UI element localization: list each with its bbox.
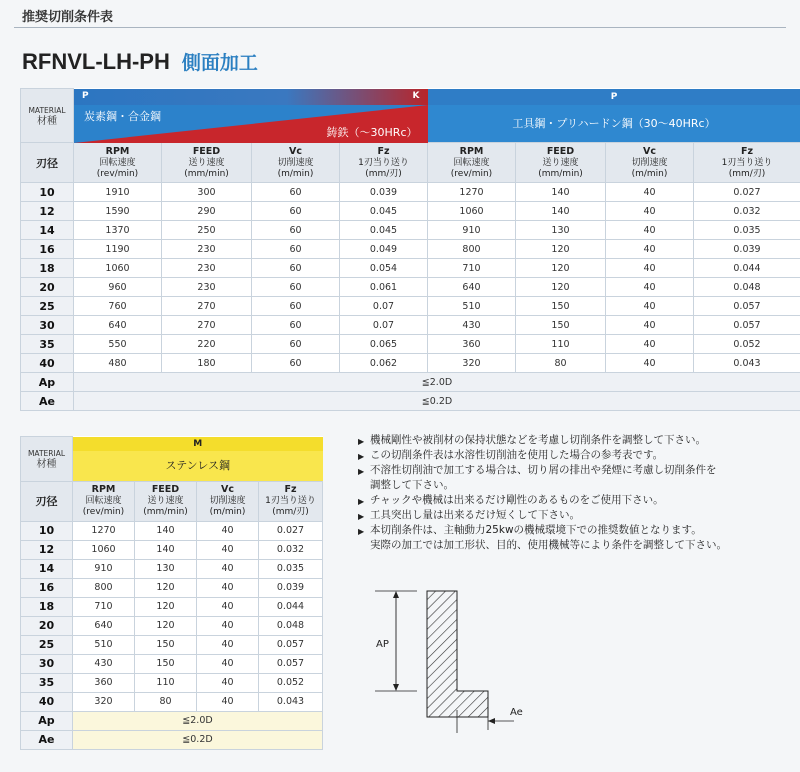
value-cell: 0.048	[259, 616, 323, 635]
value-cell: 60	[252, 221, 340, 240]
col-header-fz: Fz 1刃当り送り (mm/刃)	[259, 481, 323, 521]
note-line: この切削条件表は水溶性切削油を使用した場合の参考表です。	[370, 449, 664, 461]
diameter-cell: 12	[21, 540, 73, 559]
value-cell: 1910	[74, 183, 162, 202]
value-cell: 960	[74, 278, 162, 297]
col-header-vc: Vc 切削速度 (m/min)	[197, 481, 259, 521]
value-cell: 40	[606, 221, 694, 240]
value-cell: 180	[162, 354, 252, 373]
note-item	[358, 508, 788, 523]
ap-label: Ap	[21, 373, 74, 392]
value-cell: 910	[73, 559, 135, 578]
value-cell: 270	[162, 297, 252, 316]
diameter-cell: 30	[21, 316, 74, 335]
note-item	[358, 493, 788, 508]
value-cell: 40	[606, 202, 694, 221]
diameter-cell: 20	[21, 278, 74, 297]
value-cell: 40	[197, 597, 259, 616]
table-row	[21, 559, 323, 578]
col-header-vc: Vc 切削速度 (m/min)	[252, 143, 340, 183]
value-cell: 40	[197, 673, 259, 692]
ap-value: ≦2.0D	[74, 373, 800, 392]
value-cell: 710	[428, 259, 516, 278]
value-cell: 0.057	[694, 297, 800, 316]
value-cell: 0.048	[694, 278, 800, 297]
value-cell: 60	[252, 183, 340, 202]
diameter-cell: 18	[21, 259, 74, 278]
value-cell: 40	[606, 316, 694, 335]
value-cell: 150	[516, 297, 606, 316]
value-cell: 60	[252, 316, 340, 335]
value-cell: 60	[252, 354, 340, 373]
value-cell: 120	[135, 578, 197, 597]
value-cell: 130	[516, 221, 606, 240]
value-cell: 1270	[73, 521, 135, 540]
value-cell: 300	[162, 183, 252, 202]
pk-strip	[74, 89, 428, 105]
material-label-cell	[21, 89, 74, 143]
value-cell: 0.065	[340, 335, 428, 354]
value-cell: 150	[135, 635, 197, 654]
value-cell: 510	[428, 297, 516, 316]
value-cell: 250	[162, 221, 252, 240]
diameter-cell: 10	[21, 521, 73, 540]
material-label-cell	[21, 437, 73, 482]
value-cell: 0.07	[340, 316, 428, 335]
table1-body	[21, 183, 800, 373]
model-name: RFNVL-LH-PH	[22, 49, 170, 74]
value-cell: 60	[252, 259, 340, 278]
value-cell: 60	[252, 240, 340, 259]
note-item	[358, 463, 788, 493]
value-cell: 40	[197, 578, 259, 597]
note-item	[358, 448, 788, 463]
table-row	[21, 616, 323, 635]
table-row	[21, 597, 323, 616]
note-line: 実際の加工では加工形状、目的、使用機械等により条件を調整して下さい。	[370, 539, 727, 551]
value-cell: 0.052	[259, 673, 323, 692]
value-cell: 40	[197, 559, 259, 578]
note-line: 機械剛性や被削材の保持状態などを考慮し切削条件を調整して下さい。	[370, 434, 706, 446]
value-cell: 510	[73, 635, 135, 654]
diameter-cell: 14	[21, 559, 73, 578]
bullet-triangle-icon: ▶	[358, 437, 365, 446]
diameter-label: 刃径	[21, 481, 73, 521]
value-cell: 40	[197, 540, 259, 559]
table-row	[21, 354, 800, 373]
cast-iron-label: 鋳鉄（～30HRc）	[326, 125, 418, 139]
header-title: 推奨切削条件表	[22, 10, 114, 25]
value-cell: 60	[252, 278, 340, 297]
value-cell: 230	[162, 278, 252, 297]
value-cell: 40	[606, 183, 694, 202]
value-cell: 120	[135, 616, 197, 635]
value-cell: 0.07	[340, 297, 428, 316]
value-cell: 220	[162, 335, 252, 354]
value-cell: 1590	[74, 202, 162, 221]
tool-steel-label: 工具鋼・プリハードン鋼（30～40HRc）	[428, 105, 800, 143]
diameter-cell: 25	[21, 297, 74, 316]
table-row	[21, 183, 800, 202]
value-cell: 0.044	[259, 597, 323, 616]
value-cell: 430	[73, 654, 135, 673]
value-cell: 0.045	[340, 202, 428, 221]
value-cell: 800	[73, 578, 135, 597]
ae-value: ≦0.2D	[74, 392, 800, 411]
note-line: チャックや機械は出来るだけ剛性のあるものをご使用下さい。	[370, 494, 664, 506]
col-header-fz: Fz 1刃当り送り (mm/刃)	[340, 143, 428, 183]
value-cell: 430	[428, 316, 516, 335]
value-cell: 0.052	[694, 335, 800, 354]
value-cell: 760	[74, 297, 162, 316]
value-cell: 40	[606, 297, 694, 316]
value-cell: 140	[135, 521, 197, 540]
bullet-triangle-icon: ▶	[358, 452, 365, 461]
diameter-cell: 35	[21, 673, 73, 692]
value-cell: 230	[162, 240, 252, 259]
value-cell: 110	[516, 335, 606, 354]
value-cell: 0.039	[340, 183, 428, 202]
note-line: 不溶性切削油で加工する場合は、切り屑の排出や発煙に考慮し切削条件を	[370, 464, 717, 476]
col-header-rpm: RPM 回転速度 (rev/min)	[428, 143, 516, 183]
col-header-feed: FEED 送り速度 (mm/min)	[516, 143, 606, 183]
value-cell: 360	[428, 335, 516, 354]
value-cell: 0.045	[340, 221, 428, 240]
bullet-triangle-icon: ▶	[358, 512, 365, 521]
diameter-cell: 16	[21, 578, 73, 597]
value-cell: 40	[197, 654, 259, 673]
table-row	[21, 654, 323, 673]
diameter-cell: 14	[21, 221, 74, 240]
ap-label: AP	[376, 639, 389, 650]
p2-material-header	[428, 89, 800, 143]
value-cell: 120	[516, 259, 606, 278]
value-cell: 550	[74, 335, 162, 354]
value-cell: 0.061	[340, 278, 428, 297]
material-jp: 材種	[36, 458, 57, 470]
table-row	[21, 259, 800, 278]
ap-value: ≦2.0D	[73, 711, 323, 730]
value-cell: 360	[73, 673, 135, 692]
table-row	[21, 540, 323, 559]
value-cell: 60	[252, 202, 340, 221]
value-cell: 910	[428, 221, 516, 240]
value-cell: 1060	[73, 540, 135, 559]
value-cell: 120	[516, 278, 606, 297]
bullet-triangle-icon: ▶	[358, 497, 365, 506]
diameter-cell: 20	[21, 616, 73, 635]
value-cell: 0.035	[259, 559, 323, 578]
value-cell: 0.057	[694, 316, 800, 335]
model-title	[22, 48, 258, 75]
header-rule	[14, 27, 786, 28]
value-cell: 0.032	[694, 202, 800, 221]
stainless-label: ステンレス鋼	[73, 451, 323, 481]
bullet-triangle-icon: ▶	[358, 527, 365, 536]
note-item	[358, 523, 788, 553]
value-cell: 1190	[74, 240, 162, 259]
bullet-triangle-icon: ▶	[358, 467, 365, 476]
value-cell: 0.032	[259, 540, 323, 559]
value-cell: 0.062	[340, 354, 428, 373]
value-cell: 40	[197, 616, 259, 635]
value-cell: 800	[428, 240, 516, 259]
col-header-vc: Vc 切削速度 (m/min)	[606, 143, 694, 183]
table-row	[21, 521, 323, 540]
diameter-cell: 10	[21, 183, 74, 202]
table-row	[21, 202, 800, 221]
col-header-feed: FEED 送り速度 (mm/min)	[162, 143, 252, 183]
value-cell: 1060	[74, 259, 162, 278]
diameter-label: 刃径	[21, 143, 74, 183]
ae-value: ≦0.2D	[73, 730, 323, 749]
material-en: MATERIAL	[27, 448, 66, 458]
value-cell: 40	[606, 240, 694, 259]
value-cell: 0.035	[694, 221, 800, 240]
value-cell: 40	[606, 335, 694, 354]
m-material-header	[73, 437, 323, 482]
operation-label: 側面加工	[181, 53, 258, 74]
value-cell: 1270	[428, 183, 516, 202]
value-cell: 1370	[74, 221, 162, 240]
value-cell: 0.039	[694, 240, 800, 259]
table-row	[21, 673, 323, 692]
value-cell: 60	[252, 335, 340, 354]
notes-list	[358, 433, 788, 553]
value-cell: 0.044	[694, 259, 800, 278]
diameter-cell: 40	[21, 692, 73, 711]
value-cell: 0.054	[340, 259, 428, 278]
ae-label: Ae	[510, 707, 523, 718]
arrow-left-icon	[488, 718, 495, 724]
table-row	[21, 316, 800, 335]
col-header-feed: FEED 送り速度 (mm/min)	[135, 481, 197, 521]
value-cell: 40	[606, 278, 694, 297]
table-row	[21, 221, 800, 240]
p-label: P	[82, 90, 89, 101]
ap-label: Ap	[21, 711, 73, 730]
value-cell: 0.057	[259, 635, 323, 654]
value-cell: 320	[73, 692, 135, 711]
value-cell: 0.057	[259, 654, 323, 673]
diameter-cell: 40	[21, 354, 74, 373]
value-cell: 150	[135, 654, 197, 673]
value-cell: 120	[516, 240, 606, 259]
diameter-cell: 18	[21, 597, 73, 616]
arrow-up-icon	[393, 591, 399, 598]
ae-label: Ae	[21, 392, 74, 411]
value-cell: 0.027	[694, 183, 800, 202]
note-line: 工具突出し量は出来るだけ短くして下さい。	[370, 509, 580, 521]
value-cell: 710	[73, 597, 135, 616]
diameter-cell: 30	[21, 654, 73, 673]
diameter-cell: 25	[21, 635, 73, 654]
value-cell: 80	[516, 354, 606, 373]
table-row	[21, 240, 800, 259]
value-cell: 1060	[428, 202, 516, 221]
value-cell: 270	[162, 316, 252, 335]
value-cell: 140	[135, 540, 197, 559]
value-cell: 140	[516, 202, 606, 221]
cutting-conditions-table-pk	[20, 88, 800, 411]
table-row	[21, 692, 323, 711]
table-row	[21, 278, 800, 297]
value-cell: 40	[197, 635, 259, 654]
ae-label: Ae	[21, 730, 73, 749]
m-label: M	[73, 437, 323, 451]
col-header-rpm: RPM 回転速度 (rev/min)	[74, 143, 162, 183]
table-row	[21, 335, 800, 354]
carbon-steel-label: 炭素鋼・合金鋼	[84, 109, 161, 123]
note-line: 調整して下さい。	[370, 479, 454, 491]
diameter-cell: 35	[21, 335, 74, 354]
ap-ae-diagram	[372, 585, 552, 735]
value-cell: 0.039	[259, 578, 323, 597]
value-cell: 60	[252, 297, 340, 316]
value-cell: 150	[516, 316, 606, 335]
table-row	[21, 297, 800, 316]
value-cell: 320	[428, 354, 516, 373]
col-header-fz: Fz 1刃当り送り (mm/刃)	[694, 143, 800, 183]
value-cell: 80	[135, 692, 197, 711]
value-cell: 110	[135, 673, 197, 692]
arrow-down-icon	[393, 684, 399, 691]
value-cell: 640	[74, 316, 162, 335]
material-jp: 材種	[37, 115, 57, 127]
value-cell: 40	[606, 354, 694, 373]
material-en: MATERIAL	[28, 105, 66, 115]
value-cell: 290	[162, 202, 252, 221]
table2-body	[21, 521, 323, 711]
value-cell: 120	[135, 597, 197, 616]
k-label: K	[412, 90, 420, 101]
value-cell: 640	[73, 616, 135, 635]
table-row	[21, 635, 323, 654]
value-cell: 40	[197, 521, 259, 540]
p2-strip: P	[428, 89, 800, 105]
value-cell: 0.043	[694, 354, 800, 373]
value-cell: 640	[428, 278, 516, 297]
value-cell: 480	[74, 354, 162, 373]
cutting-conditions-table-m	[20, 436, 323, 750]
pk-wedge	[74, 105, 428, 143]
value-cell: 130	[135, 559, 197, 578]
value-cell: 0.049	[340, 240, 428, 259]
value-cell: 40	[197, 692, 259, 711]
value-cell: 0.043	[259, 692, 323, 711]
workpiece-section	[427, 591, 488, 717]
diameter-cell: 16	[21, 240, 74, 259]
pk-material-header	[74, 89, 428, 143]
note-item	[358, 433, 788, 448]
value-cell: 0.027	[259, 521, 323, 540]
diameter-cell: 12	[21, 202, 74, 221]
value-cell: 140	[516, 183, 606, 202]
value-cell: 40	[606, 259, 694, 278]
col-header-rpm: RPM 回転速度 (rev/min)	[73, 481, 135, 521]
note-line: 本切削条件は、主軸動力25kwの機械環境下での推奨数値となります。	[370, 524, 702, 536]
value-cell: 230	[162, 259, 252, 278]
table-row	[21, 578, 323, 597]
